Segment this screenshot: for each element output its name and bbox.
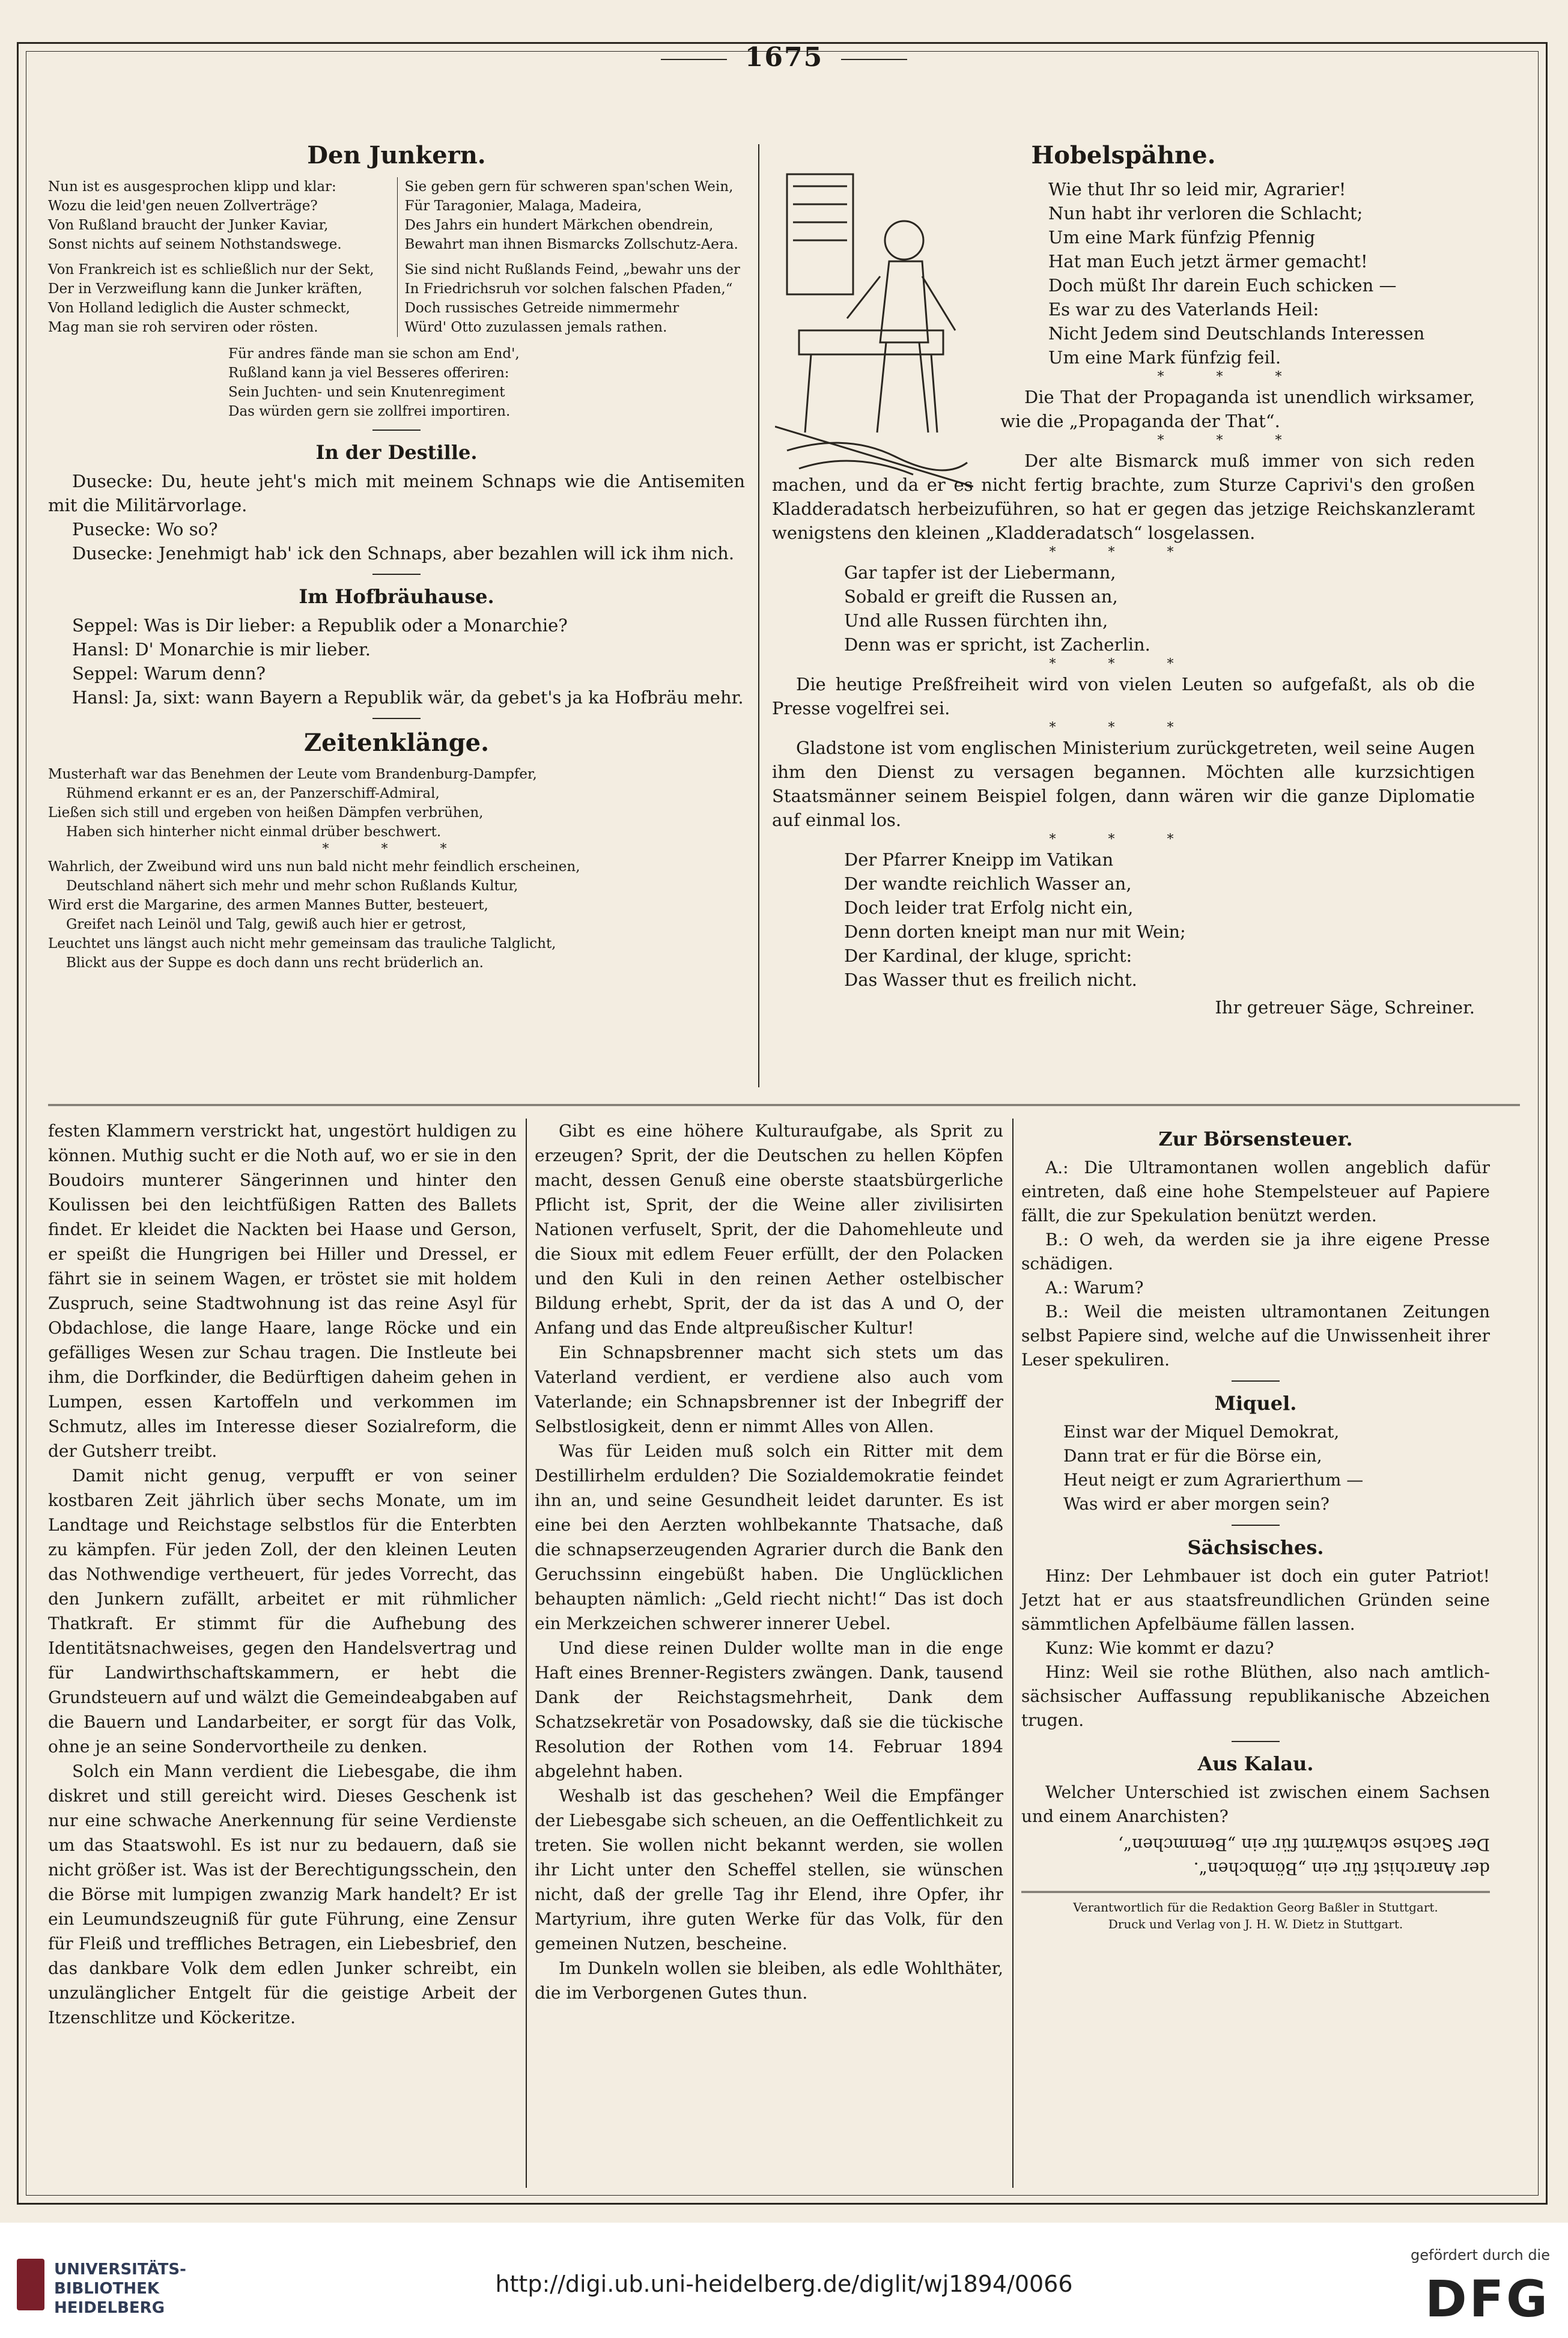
stars: * * * — [1049, 657, 1198, 672]
dialog-line: Dusecke: Jenehmigt hab' ick den Schnaps, aber bezahlen will ick ihm nich. — [72, 543, 735, 563]
verse-line: Was wird er aber morgen sein? — [1063, 1494, 1329, 1514]
verse-line: Für andres fände man sie schon am End', — [228, 346, 520, 362]
stars: * * * — [1157, 369, 1306, 384]
imprint — [1021, 1891, 1490, 1933]
verse-line: Deutschland nähert sich mehr und mehr schon Rußlands Kultur, — [66, 878, 518, 894]
bottom-column-1 — [48, 1119, 517, 2030]
verse-line: Sonst nichts auf seinem Nothstandswege. — [48, 237, 342, 252]
verse-line: Der Kardinal, der kluge, spricht: — [844, 946, 1132, 966]
hobel-p4: Gladstone ist vom englischen Ministerium zurückgetreten, weil seine Augen ihm den Dienst zu versagen begannen. Möchten alle kurzsichtigen Staatsmänner seinem Beispiel folgen, dann wären wir die ganze Diplomatie auf einmal los. — [772, 738, 1475, 830]
destille-text — [48, 469, 745, 565]
stars: * * * — [1049, 832, 1198, 847]
verse-line: Es war zu des Vaterlands Heil: — [1048, 299, 1319, 320]
column-divider — [758, 144, 759, 1087]
verse-line: Doch russisches Getreide nimmermehr — [404, 300, 679, 316]
dialog-line: Hansl: D' Monarchie is mir lieber. — [72, 639, 371, 660]
hobel-verse1 — [772, 177, 1475, 369]
junkern-poem — [48, 177, 745, 337]
dialog-line: A.: Die Ultramontanen wollen angeblich dafür eintreten, daß eine hohe Stempelsteuer auf Papiere fällt, die zur Spekulation benützt werden. — [1021, 1158, 1490, 1225]
verse-line: Der wandte reichlich Wasser an, — [844, 873, 1132, 894]
verse-line: Haben sich hinterher nicht einmal drüber beschwert. — [66, 824, 442, 840]
divider — [372, 430, 421, 431]
divider — [372, 718, 421, 719]
right-top-column — [772, 135, 1475, 1019]
verse-line: Rühmend erkannt er es an, der Panzerschiff-Admiral, — [66, 786, 440, 801]
verse-line: Gar tapfer ist der Liebermann, — [844, 562, 1116, 583]
hobel-p1: Die That der Propaganda ist unendlich wirksamer, wie die „Propaganda der That“. — [1000, 387, 1475, 431]
hobel-p2: Der alte Bismarck muß immer von sich reden machen, und da er es nicht fertig brachte, zum Sturze Caprivi's den großen Kladderadatsch herbeizuführen, so hat er gegen das jetzige Reichskanzleramt wenigstens den kleinen „Kladderadatsch“ losgelassen. — [772, 451, 1475, 543]
paragraph: Solch ein Mann verdient die Liebesgabe, die ihm diskret und still gereicht wird. Dieses Geschenk ist nur eine schwache Anerkennung für seine Verdienste um das Staatswohl. Es ist nur zu bedauern, daß sie nicht größer ist. Was ist der Berechtigungsschein, den die Börse mit lumpigen zwanzig Mark handelt? Er ist ein Leumundszeugniß für gute Führung, eine Zensur für Fleiß und treffliches Betragen, ein Liebesbrief, den das dankbare Volk dem edlen Junker schreibt, ein unzulänglicher Entgelt für die geistige Arbeit der Itzenschlitze und Köckeritze. — [48, 1761, 517, 2027]
verse-line: Um eine Mark fünfzig Pfennig — [1048, 227, 1316, 247]
kalau-title: Aus Kalau. — [1197, 1752, 1314, 1775]
zeiten-poem — [48, 765, 745, 973]
verse-line: Das würden gern sie zollfrei importiren. — [228, 404, 511, 419]
riddle-answer: Der Sachse schwärmt für ein „Bemmchen“, — [1118, 1835, 1490, 1854]
hofbraeu-text — [48, 613, 745, 709]
junkern-col1 — [48, 177, 389, 337]
verse-line: Wozu die leid'gen neuen Zollverträge? — [48, 198, 318, 214]
verse-line: Musterhaft war das Benehmen der Leute vom Brandenburg-Dampfer, — [48, 767, 537, 782]
paragraph: festen Klammern verstrickt hat, ungestört huldigen zu können. Muthig sucht er die Noth auf, wo er sie in den Boudoirs munterer Sängerinnen und hinter den Koulissen bei den leichtfüßigen Ratten des Ballets findet. Er kleidet die Nackten bei Haase und Gerson, er speißt die Hungrigen bei Hiller und Dressel, er fährt sie in seinem Wagen, er tröstet sie mit holdem Zuspruch, seine Stadtwohnung ist das reine Asyl für Obdachlose, die lange Haare, lange Röcke und ein gefälliges Wesen zur Schau tragen. Die Instleute bei ihm, die Dorfkinder, die Bedürftigen daheim gehen in Lumpen, essen Kartoffeln und verkommen im Schmutz, alles im Interesse dieser Sozialreform, die der Gutsherr treibt. — [48, 1121, 517, 1461]
dialog-line: Hinz: Weil sie rothe Blüthen, also nach amtlich-sächsischer Auffassung republikanische Abzeichen trugen. — [1021, 1662, 1490, 1730]
uni-line: BIBLIOTHEK — [54, 2280, 160, 2298]
verse-line: Einst war der Miquel Demokrat, — [1063, 1422, 1340, 1442]
verse-line: Hat man Euch jetzt ärmer gemacht! — [1048, 251, 1368, 272]
source-url[interactable]: http://digi.ub.uni-heidelberg.de/diglit/wj1894/0066 — [495, 2271, 1073, 2297]
verse-line: Blickt aus der Suppe es doch dann uns recht brüderlich an. — [66, 955, 484, 971]
divider — [372, 574, 421, 575]
dialog-line: Pusecke: Wo so? — [72, 519, 218, 539]
funding-note: gefördert durch die — [1411, 2247, 1550, 2264]
verse-line: Greifet nach Leinöl und Talg, gewiß auch hier er getrost, — [66, 917, 467, 932]
verse-line: Wird erst die Margarine, des armen Mannes Butter, besteuert, — [48, 897, 488, 913]
section-divider — [48, 1104, 1520, 1106]
dialog-line: B.: O weh, da werden sie ja ihre eigene Presse schädigen. — [1021, 1230, 1490, 1274]
saechsisch-title: Sächsisches. — [1187, 1536, 1324, 1559]
paragraph: Im Dunkeln wollen sie bleiben, als edle Wohlthäter, die im Verborgenen Gutes thun. — [535, 1958, 1003, 2003]
dialog-line: A.: Warum? — [1045, 1278, 1144, 1298]
hobel-verse2 — [772, 560, 1475, 657]
signature: Ihr getreuer Säge, Schreiner. — [1215, 997, 1475, 1018]
verse-line: Für Taragonier, Malaga, Madeira, — [404, 198, 642, 214]
stars: * * * — [1049, 720, 1198, 735]
paragraph: Was für Leiden muß solch ein Ritter mit dem Destillirhelm erdulden? Die Sozialdemokratie feindet ihn an, und seine Gesundheit leidet darunter. Es ist eine bei den Aerzten wohlbekannte Thatsache, daß die schnapserzeugenden Agrarier durch die Bank den Geruchssinn eingebüßt haben. Die Unglücklichen behaupten nämlich: „Geld riecht nicht!“ Das ist doch ein Merkzeichen schwerer innerer Uebel. — [535, 1441, 1003, 1633]
bottom-column-2 — [535, 1119, 1003, 2005]
hofbraeu-title: Im Hofbräuhause. — [299, 585, 494, 608]
stars: * * * — [1157, 433, 1306, 448]
junkern-col2 — [397, 177, 746, 337]
footer-bar — [0, 2223, 1568, 2338]
verse-line: Ließen sich still und ergeben von heißen Dämpfen verbrühen, — [48, 805, 484, 821]
verse-line: Sie sind nicht Rußlands Feind, „bewahr uns der — [404, 262, 740, 278]
verse-line: Doch müßt Ihr darein Euch schicken — — [1048, 275, 1397, 296]
hobel-p3: Die heutige Preßfreiheit wird von vielen Leuten so aufgefaßt, als ob die Presse vogelfrei sei. — [772, 674, 1475, 718]
zeiten-title: Zeitenklänge. — [303, 729, 490, 757]
imprint-line: Druck und Verlag von J. H. W. Dietz in Stuttgart. — [1108, 1917, 1403, 1931]
miquel-title: Miquel. — [1214, 1392, 1297, 1415]
verse-line: Rußland kann ja viel Besseres offeriren: — [228, 365, 509, 381]
riddle-question: Welcher Unterschied ist zwischen einem Sachsen und einem Anarchisten? — [1021, 1782, 1490, 1826]
dialog-line: Dusecke: Du, heute jeht's mich mit meinem Schnaps wie die Antisemiten mit die Militärvorlage. — [48, 471, 745, 515]
verse-line: Nun habt ihr verloren die Schlacht; — [1048, 203, 1363, 223]
verse-line: Leuchtet uns längst auch nicht mehr gemeinsam das trauliche Talglicht, — [48, 936, 556, 952]
hobel-title: Hobelspähne. — [1031, 141, 1216, 169]
verse-line: Denn dorten kneipt man nur mit Wein; — [844, 922, 1186, 942]
riddle-answer-upside-down — [1021, 1832, 1490, 1880]
verse-line: Des Jahrs ein hundert Märkchen obendrein, — [404, 217, 714, 233]
dfg-logo: DFG — [1424, 2270, 1550, 2328]
verse-line: Dann trat er für die Börse ein, — [1063, 1446, 1322, 1466]
miquel-verse — [1021, 1420, 1490, 1516]
paragraph: Und diese reinen Dulder wollte man in die enge Haft eines Brenner-Registers zwängen. Dank, tausend Dank der Reichstagsmehrheit, Dank dem Schatzsekretär von Posadowsky, daß sie die tückische Resolution der Rothen vom 14. Februar 1894 abgelehnt haben. — [535, 1638, 1003, 1781]
junkern-title: Den Junkern. — [307, 141, 486, 169]
page-number: 1675 — [0, 42, 1568, 73]
divider — [1232, 1741, 1280, 1742]
junkern-end — [48, 344, 745, 421]
verse-line: Sobald er greift die Russen an, — [844, 586, 1118, 607]
divider — [1232, 1380, 1280, 1382]
stars: * * * — [1049, 545, 1198, 560]
dialog-line: Kunz: Wie kommt er dazu? — [1045, 1638, 1274, 1658]
verse-line: Sie geben gern für schweren span'schen Wein, — [404, 179, 734, 195]
verse-line: Der Pfarrer Kneipp im Vatikan — [844, 849, 1114, 870]
paragraph: Damit nicht genug, verpufft er von seiner kostbaren Zeit jährlich über sechs Monate, um im Landtage und Reichstage selbstlos für die Enterbten zu kämpfen. Für jeden Zoll, der den kleinen Leuten das Nothwendige vertheuert, für jedes Vorrecht, das den Junkern zufällt, arbeitet er mit rühmlicher Thatkraft. Er stimmt für die Aufhebung des Identitätsnachweises, gegen den Handelsvertrag und für Landwirthschaftskammern, er hebt die Grundsteuern auf und wälzt die Gemeindeabgaben auf die Bauern und Landarbeiter, er sorgt für das Volk, ohne je an seine Sondervortheile zu denken. — [48, 1466, 517, 1757]
bottom-column-3 — [1021, 1119, 1490, 1933]
verse-line: Und alle Russen fürchten ihn, — [844, 610, 1108, 631]
boerse-title: Zur Börsensteuer. — [1158, 1128, 1353, 1150]
paragraph: Ein Schnapsbrenner macht sich stets um das Vaterland verdient, er verdiene also auch vom Vaterlande; ein Schnapsbrenner ist der Inbegriff der Selbstlosigkeit, denn er nimmt Alles von Allen. — [535, 1343, 1003, 1436]
dialog-line: Seppel: Was is Dir lieber: a Republik oder a Monarchie? — [72, 615, 568, 636]
verse-line: Nicht Jedem sind Deutschlands Interessen — [1048, 323, 1425, 344]
uni-line: UNIVERSITÄTS- — [54, 2261, 186, 2279]
verse-line: Bewahrt man ihnen Bismarcks Zollschutz-Aera. — [404, 237, 738, 252]
uni-line: HEIDELBERG — [54, 2299, 165, 2317]
verse-line: Wahrlich, der Zweibund wird uns nun bald nicht mehr feindlich erscheinen, — [48, 859, 580, 875]
verse-line: Von Rußland braucht der Junker Kaviar, — [48, 217, 329, 233]
verse-line: Der in Verzweiflung kann die Junker kräften, — [48, 281, 363, 297]
verse-line: Heut neigt er zum Agrarierthum — — [1063, 1470, 1364, 1490]
paragraph: Weshalb ist das geschehen? Weil die Empfänger der Liebesgabe sich scheuen, an die Oeffentlichkeit zu treten. Sie wollen nicht bekannt werden, sie wollen ihr Licht unter den Scheffel stellen, sie wünschen nicht, daß der grelle Tag ihr Elend, ihre Opfer, ihr Martyrium, ihre guten Werke für das Volk, für den gemeinen Nutzen, bescheine. — [535, 1786, 1003, 1954]
verse-line: Nun ist es ausgesprochen klipp und klar: — [48, 179, 336, 195]
verse-line: Von Holland lediglich die Auster schmeckt, — [48, 300, 350, 316]
left-top-column — [48, 135, 745, 973]
imprint-line: Verantwortlich für die Redaktion Georg Baßler in Stuttgart. — [1073, 1900, 1438, 1914]
verse-line: Mag man sie roh serviren oder rösten. — [48, 320, 318, 335]
dialog-line: Seppel: Warum denn? — [72, 663, 266, 684]
divider — [1232, 1525, 1280, 1526]
column-divider — [1012, 1119, 1013, 2188]
verse-line: Das Wasser thut es freilich nicht. — [844, 970, 1137, 990]
riddle-answer: der Anarchist für ein „Bömbchen“. — [1193, 1859, 1490, 1878]
verse-line: Um eine Mark fünfzig feil. — [1048, 347, 1281, 368]
stars: * * * — [322, 842, 471, 857]
column-divider — [526, 1119, 527, 2188]
verse-line: Denn was er spricht, ist Zacherlin. — [844, 634, 1150, 655]
verse-line: Wie thut Ihr so leid mir, Agrarier! — [1048, 179, 1346, 199]
dialog-line: Hinz: Der Lehmbauer ist doch ein guter Patriot! Jetzt hat er aus staatsfreundlichen Gründen seine sämmtlichen Apfelbäume fällen lassen. — [1021, 1566, 1490, 1634]
verse-line: In Friedrichsruh vor solchen falschen Pfaden,“ — [404, 281, 733, 297]
verse-line: Würd' Otto zuzulassen jemals rathen. — [404, 320, 667, 335]
dialog-line: B.: Weil die meisten ultramontanen Zeitungen selbst Papiere sind, welche auf die Unwissenheit ihrer Leser spekuliren. — [1021, 1302, 1490, 1370]
verse-line: Doch leider trat Erfolg nicht ein, — [844, 897, 1134, 918]
destille-title: In der Destille. — [315, 441, 478, 464]
paragraph: Gibt es eine höhere Kulturaufgabe, als Sprit zu erzeugen? Sprit, der die Deutschen zu hellen Köpfen macht, dessen Genuß eine oberste staatsbürgerliche Pflicht ist, Sprit, der die Weine aller zivilisirten Nationen verfuselt, Sprit, der die Dahomehleute und die Sioux mit edlem Feuer erfüllt, der den Polacken und den Kuli in den reinen Aether ostelbischer Bildung erhebt, Sprit, der da ist das A und O, der Anfang und das Ende altpreußischer Kultur! — [535, 1121, 1003, 1338]
dialog-line: Hansl: Ja, sixt: wann Bayern a Republik wär, da gebet's ja ka Hofbräu mehr. — [72, 687, 744, 708]
hobel-verse3 — [772, 848, 1475, 992]
verse-line: Von Frankreich ist es schließlich nur der Sekt, — [48, 262, 374, 278]
verse-line: Sein Juchten- und sein Knutenregiment — [228, 384, 505, 400]
